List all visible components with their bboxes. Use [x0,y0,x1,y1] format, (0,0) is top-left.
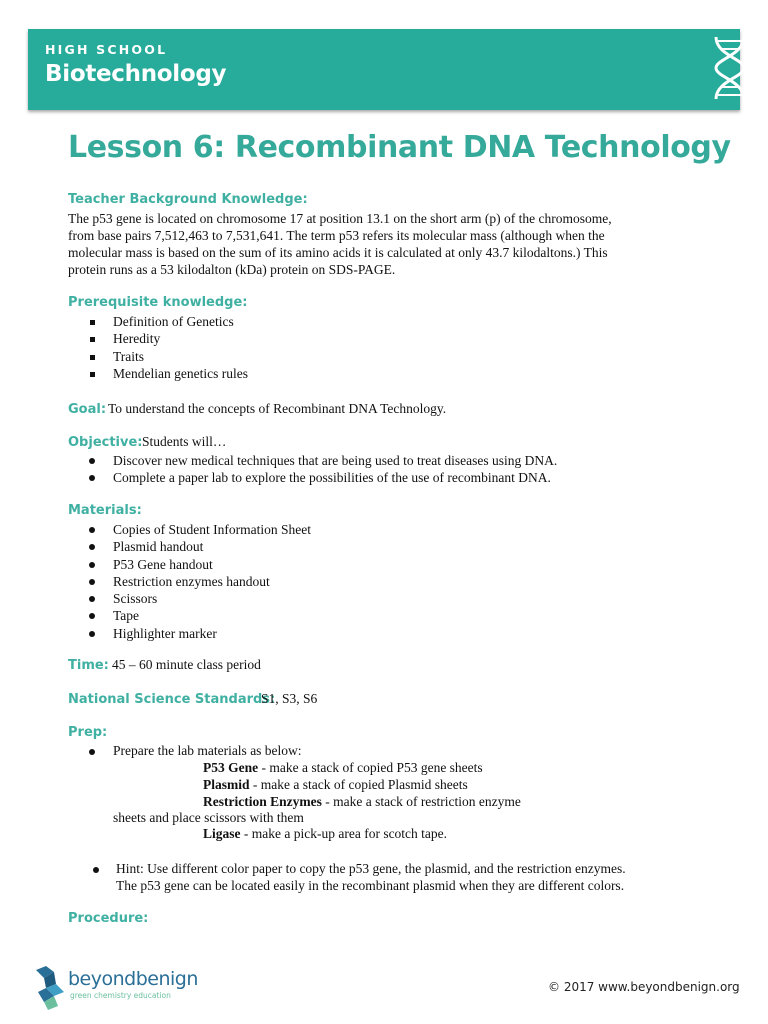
goal-heading: Goal: [68,402,107,417]
prerequisite-list [88,313,248,382]
prep-desc: - make a stack of copied Plasmid sheets [249,777,468,792]
objective-list [88,452,557,487]
prep-plasmid [203,777,468,794]
materials-list [88,521,311,642]
background-heading: Teacher Background Knowledge: [68,192,308,207]
copyright: © 2017 www.beyondbenign.org [548,980,740,994]
materials-heading: Materials: [68,503,142,518]
standards-heading: National Science Standards: [68,692,276,707]
list-item: Restriction enzymes handout [88,573,311,590]
header-title: Biotechnology [45,61,227,87]
prep-heading: Prep: [68,725,108,740]
prep-term: Plasmid [203,777,250,792]
prep-p53 [203,760,483,777]
beyondbenign-logo [34,966,198,1015]
list-item: Highlighter marker [88,625,311,642]
prep-desc: - make a pick-up area for scotch tape. [240,826,448,841]
dna-helix-icon [708,33,752,103]
time-text: 45 – 60 minute class period [112,657,261,672]
lesson-title: Lesson 6: Recombinant DNA Technology [68,130,731,165]
prep-desc: - make a stack of copied P53 gene sheets [258,760,483,775]
goal-text: To understand the concepts of Recombinant DNA Technology. [108,401,447,416]
bullet-icon [93,867,99,873]
objective-text: Students will… [142,434,227,449]
header-kicker: HIGH SCHOOL [45,42,168,57]
prep-enzymes-cont: sheets and place scissors with them [113,810,304,825]
list-item: Copies of Student Information Sheet [88,521,311,538]
logo-tagline: green chemistry education [70,991,171,1000]
logo-mark-icon [34,966,68,1010]
objective-heading: Objective: [68,435,143,450]
list-item: Complete a paper lab to explore the possibilities of the use of recombinant DNA. [88,469,557,486]
list-item: Plasmid handout [88,538,311,555]
background-line: molecular mass is based on the sum of its amino acids it is calculated at only 43.7 kilodaltons.) This [68,245,608,260]
bullet-icon [89,749,95,755]
logo-text-beyond: beyond [68,968,136,990]
logo-text-benign: benign [135,968,198,990]
background-paragraph [68,210,612,278]
time-heading: Time: [68,658,109,673]
background-line: protein runs as a 53 kilodalton (kDa) protein on SDS-PAGE. [68,262,396,277]
prep-hint-line-2: The p53 gene can be located easily in the recombinant plasmid when they are different colors. [116,878,625,893]
background-line: The p53 gene is located on chromosome 17 at position 13.1 on the short arm (p) of the chromosome, [68,211,612,226]
prep-desc: - make a stack of restriction enzyme [321,794,521,809]
logo-wordmark [68,968,198,990]
list-item: Definition of Genetics [88,313,248,330]
prep-hint-line-1: Hint: Use different color paper to copy the p53 gene, the plasmid, and the restriction enzymes. [116,861,626,876]
prerequisite-heading: Prerequisite knowledge: [68,295,248,310]
procedure-heading: Procedure: [68,911,149,926]
list-item: Discover new medical techniques that are being used to treat diseases using DNA. [88,452,557,469]
prep-term: Restriction Enzymes [203,794,322,809]
standards-text: S1, S3, S6 [261,691,318,706]
header-banner [28,29,740,110]
list-item: Heredity [88,330,248,347]
list-item: Mendelian genetics rules [88,365,248,382]
prep-ligase [203,826,447,843]
prep-enzymes [203,794,521,811]
background-line: from base pairs 7,512,463 to 7,531,641. The term p53 refers its molecular mass (although when the [68,228,605,243]
prep-term: Ligase [203,826,241,841]
prep-term: P53 Gene [203,760,259,775]
prep-intro: Prepare the lab materials as below: [113,743,302,758]
list-item: P53 Gene handout [88,556,311,573]
list-item: Traits [88,348,248,365]
list-item: Tape [88,607,311,624]
list-item: Scissors [88,590,311,607]
